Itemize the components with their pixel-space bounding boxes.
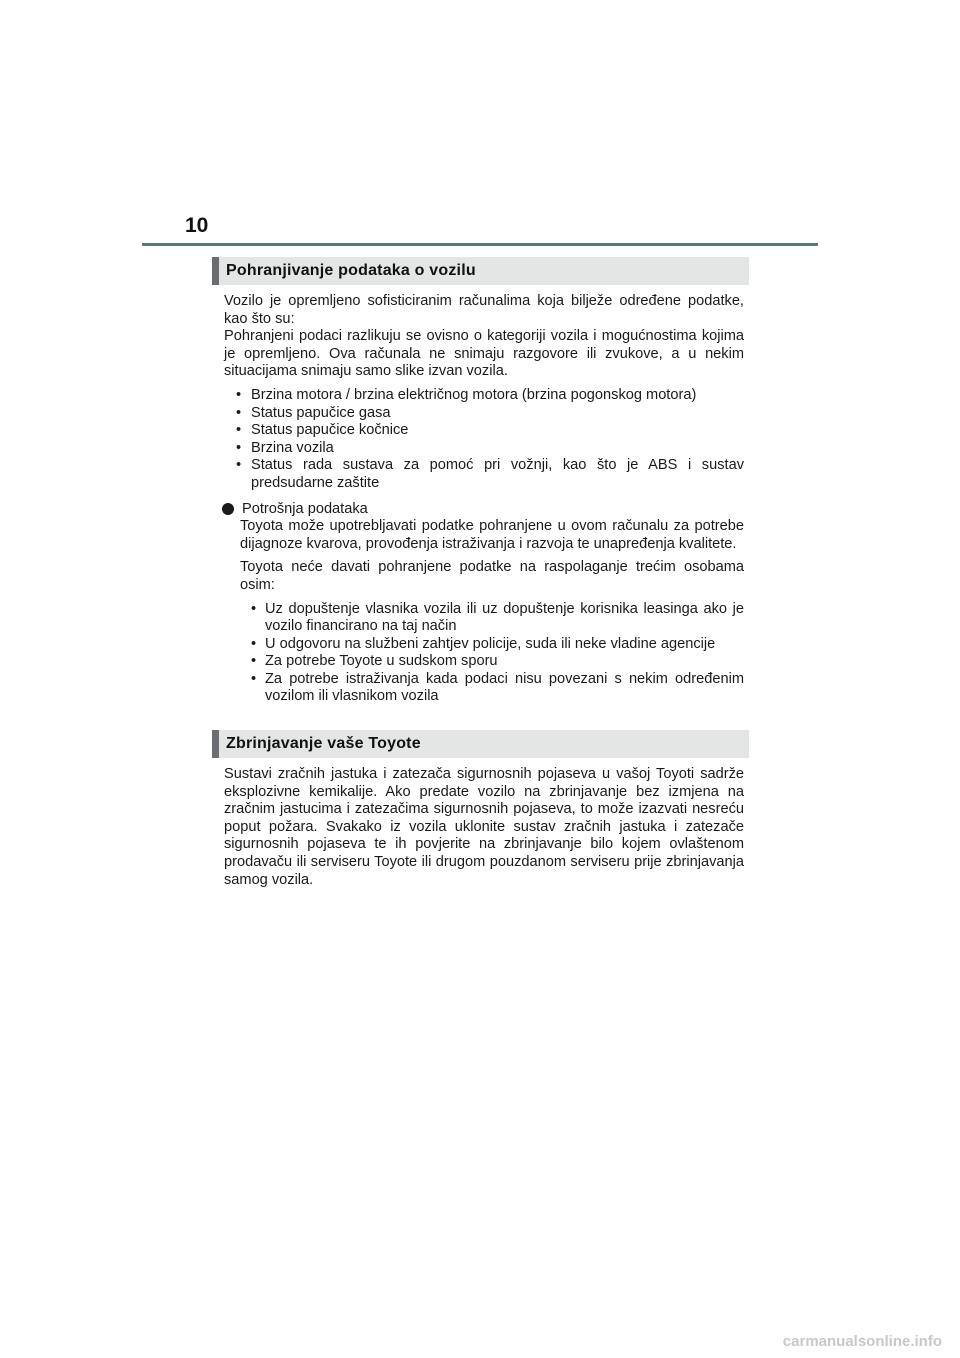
- intro-paragraph-1: Vozilo je opremljeno sofisticiranim računalima koja bilježe određene podatke, kao što su:: [224, 293, 744, 327]
- section-body-data-storage: [224, 293, 744, 706]
- list-item: • Status rada sustava za pomoć pri vožnji, kao što je ABS i sustav predsudarne zaštite: [236, 457, 744, 491]
- bullet-circle-icon: [222, 503, 234, 515]
- section-body-disposal: [224, 766, 744, 889]
- header-rule: [142, 243, 818, 246]
- data-usage-subsection: [224, 501, 744, 707]
- third-party-paragraph: Toyota neće davati pohranjene podatke na raspolaganje trećim osobama osim:: [240, 559, 744, 593]
- section-heading-data-storage: Pohranjivanje podataka o vozilu: [212, 257, 749, 285]
- list-item: • U odgovoru na službeni zahtjev policije, suda ili neke vladine agencije: [251, 635, 716, 652]
- subsection-title: Potrošnja podataka: [242, 500, 368, 517]
- list-item: • Za potrebe istraživanja kada podaci nisu povezani s nekim određenim vozilom ili vlasnikom vozila: [251, 670, 744, 705]
- list-item: • Brzina motora / brzina električnog motora (brzina pogonskog motora): [236, 386, 697, 403]
- list-item: • Status papučice gasa: [236, 404, 391, 421]
- list-item: • Status papučice kočnice: [236, 422, 409, 439]
- page-number: 10: [185, 214, 209, 237]
- disposal-paragraph: Sustavi zračnih jastuka i zatezača sigurnosnih pojaseva u vašoj Toyoti sadrže eksplozivne kemikalije. Ako predate vozilo na zbrinjavanje bez izmjena na zračnim jastucima i zatezačima sigurnosnih pojaseva, to može izazvati nesreću poput požara. Svakako iz vozila uklonite sustav zračnih jastuka i zatezače sigurnosnih pojaseva te ih povjerite na zbrinjavanje bilo kojem ovlaštenom prodavaču ili serviseru Toyote ili drugom pouzdanom serviseru prije zbrinjavanja samog vozila.: [224, 766, 744, 888]
- watermark: carmanualsonline.info: [782, 1333, 942, 1350]
- list-item: • Za potrebe Toyote u sudskom sporu: [251, 653, 498, 670]
- usage-paragraph: Toyota može upotrebljavati podatke pohranjene u ovom računalu za potrebe dijagnoze kvarova, provođenja istraživanja i razvoja te unapređenja kvalitete.: [240, 518, 744, 552]
- exceptions-list: [240, 601, 744, 707]
- list-item: • Uz dopuštenje vlasnika vozila ili uz dopuštenje korisnika leasinga ako je vozilo financirano na taj način: [251, 600, 744, 635]
- section-heading-disposal: Zbrinjavanje vaše Toyote: [212, 730, 749, 758]
- list-item: • Brzina vozila: [236, 439, 334, 456]
- recorded-data-list: [224, 387, 744, 493]
- intro-paragraph-2: Pohranjeni podaci razlikuju se ovisno o kategoriji vozila i mogućnostima kojima je opremljeno. Ova računala ne snimaju razgovore ili zvukove, a u nekim situacijama snimaju samo slike izvan vozila.: [224, 328, 744, 380]
